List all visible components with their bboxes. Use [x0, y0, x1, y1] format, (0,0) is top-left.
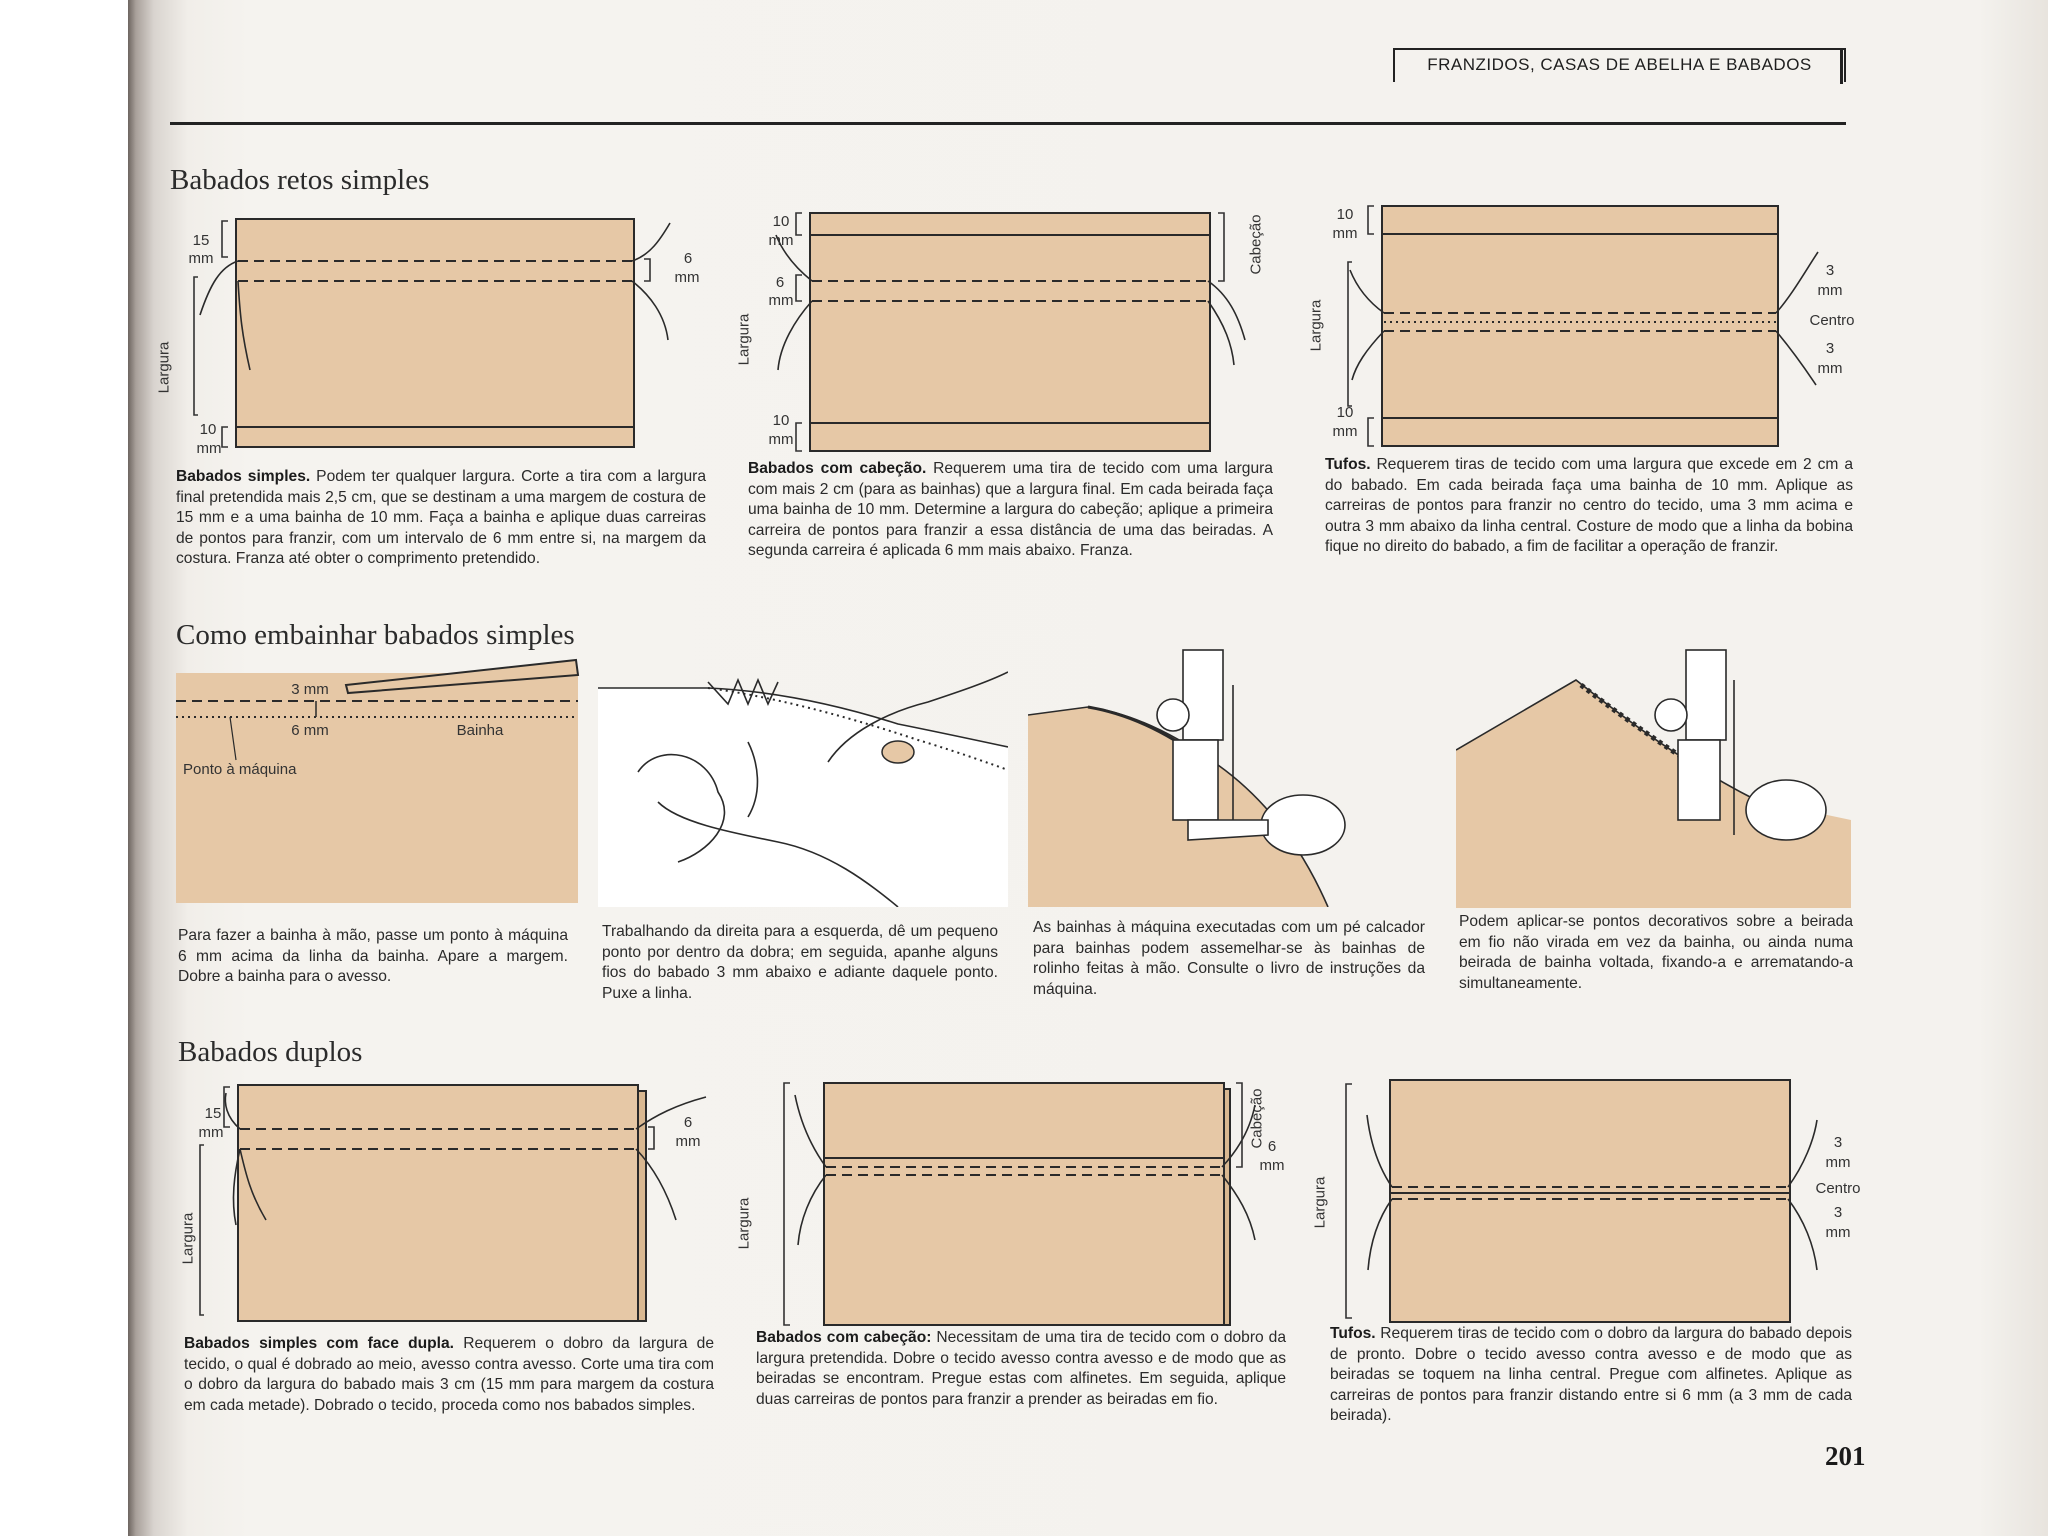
label-10: 10 [1336, 404, 1354, 421]
figure-hem-hand [598, 652, 1008, 907]
label-ponto-maquina: Ponto à máquina [183, 761, 297, 778]
label-3: 3 [1825, 262, 1835, 279]
label-largura: Largura [155, 341, 173, 394]
label-mm: mm [1825, 1154, 1851, 1171]
caption-title: Babados simples. [176, 468, 311, 485]
label-10: 10 [772, 412, 790, 429]
running-header: FRANZIDOS, CASAS DE ABELHA E BABADOS [1393, 48, 1846, 82]
label-mm: mm [188, 250, 214, 267]
label-mm: mm [1817, 282, 1843, 299]
label-centro: Centro [1809, 312, 1855, 329]
caption-hem-machine: As bainhas à máquina executadas com um pé calcador para bainhas podem assemelhar-se às bainhas de rolinho feitas à mão. Consulte o livro de instruções da máquina. [1033, 919, 1425, 998]
figure-babados-simples [170, 205, 710, 465]
label-mm: mm [1825, 1224, 1851, 1241]
page-number: 201 [1825, 1441, 1866, 1471]
label-mm: mm [198, 1124, 224, 1141]
figure-hem-decorative [1456, 640, 1851, 908]
caption-hem-decorative: Podem aplicar-se pontos decorativos sobre a beirada em fio não virada em vez da bainha, ou ainda numa beirada de bainha voltada, fixando-a e arrematando-a simultaneamente. [1459, 913, 1853, 992]
figure-tufos-duplos [1322, 1070, 1862, 1332]
figure-hem-machine [1028, 645, 1430, 907]
caption-babados-simples [176, 467, 706, 570]
label-largura: Largura [1311, 1176, 1329, 1229]
label-largura: Largura [735, 1197, 753, 1250]
caption-title: Babados com cabeção: [756, 1329, 932, 1346]
label-mm: mm [1332, 225, 1358, 242]
label-3: 3 [1833, 1204, 1843, 1221]
label-6: 6 [683, 1114, 693, 1131]
caption-babados-cabecao [748, 459, 1273, 562]
label-largura: Largura [735, 313, 753, 366]
label-mm: mm [675, 1133, 701, 1150]
figure-babados-cabecao [740, 205, 1280, 465]
figure-face-dupla [176, 1075, 721, 1335]
label-mm: mm [674, 269, 700, 286]
label-mm: mm [768, 232, 794, 249]
caption-hem-hand-prep: Para fazer a bainha à mão, passe um ponto à máquina 6 mm acima da linha da bainha. Apare a margem. Dobre a bainha para o avesso. [178, 927, 568, 985]
label-mm: mm [196, 440, 222, 457]
caption-tufos [1325, 455, 1853, 558]
figure-tufos [1320, 200, 1860, 460]
label-bainha: Bainha [456, 722, 504, 739]
header-tick [1840, 48, 1843, 84]
section-title-duplos: Babados duplos [178, 1036, 363, 1068]
label-largura: Largura [179, 1212, 197, 1265]
caption-text: Necessitam de uma tira de tecido com o dobro da largura pretendida. Dobre o tecido avesso contra avesso e de modo que as beiradas se encontram. Pregue estas com alfinetes. Em seguida, aplique duas carreiras de pontos para franzir a prender as beiradas em fio. [756, 1329, 1286, 1408]
label-6: 6 [683, 250, 693, 267]
caption-hem-hand-stitch: Trabalhando da direita para a esquerda, dê um pequeno ponto por dentro da dobra; em seguida, apanhe alguns fios do babado 3 mm abaixo e adiante daquele ponto. Puxe a linha. [602, 923, 998, 1002]
label-6mm: 6 mm [291, 722, 329, 739]
section-title-embainhar: Como embainhar babados simples [176, 619, 575, 651]
caption-text: Requerem o dobro da largura de tecido, o qual é dobrado ao meio, avesso contra avesso. Corte uma tira com o dobro da largura do babado mais 3 cm (15 mm para margem da costura em cada metade). Dobrado o tecido, proceda como nos babados simples. [184, 1335, 714, 1414]
figure-hem-mark [176, 655, 581, 910]
header-rule [170, 122, 1846, 125]
label-mm: mm [1332, 423, 1358, 440]
figure-cabecao-duplo [750, 1075, 1295, 1337]
label-mm: mm [1259, 1157, 1285, 1174]
label-mm: mm [1817, 360, 1843, 377]
label-3: 3 [1833, 1134, 1843, 1151]
label-15: 15 [192, 232, 210, 249]
label-10: 10 [199, 421, 217, 438]
label-cabecao: Cabeção [1247, 214, 1265, 275]
label-6: 6 [1267, 1138, 1277, 1155]
label-centro: Centro [1815, 1180, 1861, 1197]
label-15: 15 [204, 1105, 222, 1122]
label-10: 10 [1336, 206, 1354, 223]
label-3: 3 [1825, 340, 1835, 357]
label-6: 6 [775, 274, 785, 291]
section-title-retos: Babados retos simples [170, 164, 430, 196]
caption-title: Tufos. [1330, 1325, 1376, 1342]
caption-title: Babados simples com face dupla. [184, 1335, 455, 1352]
label-10: 10 [772, 213, 790, 230]
label-mm: mm [768, 292, 794, 309]
caption-tufos-duplos [1330, 1324, 1852, 1427]
caption-text: Requerem tiras de tecido com o dobro da largura do babado depois de pronto. Dobre o tecido avesso contra avesso e de modo que as beiradas se toquem na linha central. Pregue com alfinetes. Aplique as carreiras de pontos para franzir distando entre si 6 mm (a 3 mm de cada beirada). [1330, 1325, 1852, 1424]
caption-title: Tufos. [1325, 456, 1371, 473]
caption-cabecao-duplo [756, 1328, 1286, 1410]
label-mm: mm [768, 431, 794, 448]
caption-text: Requerem uma tira de tecido com uma largura com mais 2 cm (para as bainhas) que a largura final. Em cada beirada faça uma bainha de 10 mm. Determine a largura do cabeção; aplique a primeira carreira de pontos para franzir a essa distância de uma das beiradas. A segunda carreira é aplicada 6 mm mais abaixo. Franza. [748, 460, 1273, 559]
caption-face-dupla [184, 1334, 714, 1416]
label-largura: Largura [1307, 299, 1325, 352]
caption-title: Babados com cabeção. [748, 460, 927, 477]
caption-text: Podem ter qualquer largura. Corte a tira com a largura final pretendida mais 2,5 cm, que se destinam a uma margem de costura de 15 mm e a uma bainha de 10 mm. Faça a bainha e aplique duas carreiras de pontos para franzir, com um intervalo de 6 mm entre si, na margem da costura. Franza até obter o comprimento pretendido. [176, 468, 706, 567]
caption-text: Requerem tiras de tecido com uma largura que excede em 2 cm a do babado. Em cada beirada faça uma bainha de 10 mm. Aplique as carreiras de pontos para franzir no centro do tecido, uma 3 mm acima e outra 3 mm abaixo da linha central. Costure de modo que a linha da bobina fique no direito do babado, a fim de facilitar a operação de franzir. [1325, 456, 1853, 555]
label-3mm: 3 mm [291, 681, 329, 698]
label-cabecao: Cabeção [1248, 1088, 1266, 1149]
